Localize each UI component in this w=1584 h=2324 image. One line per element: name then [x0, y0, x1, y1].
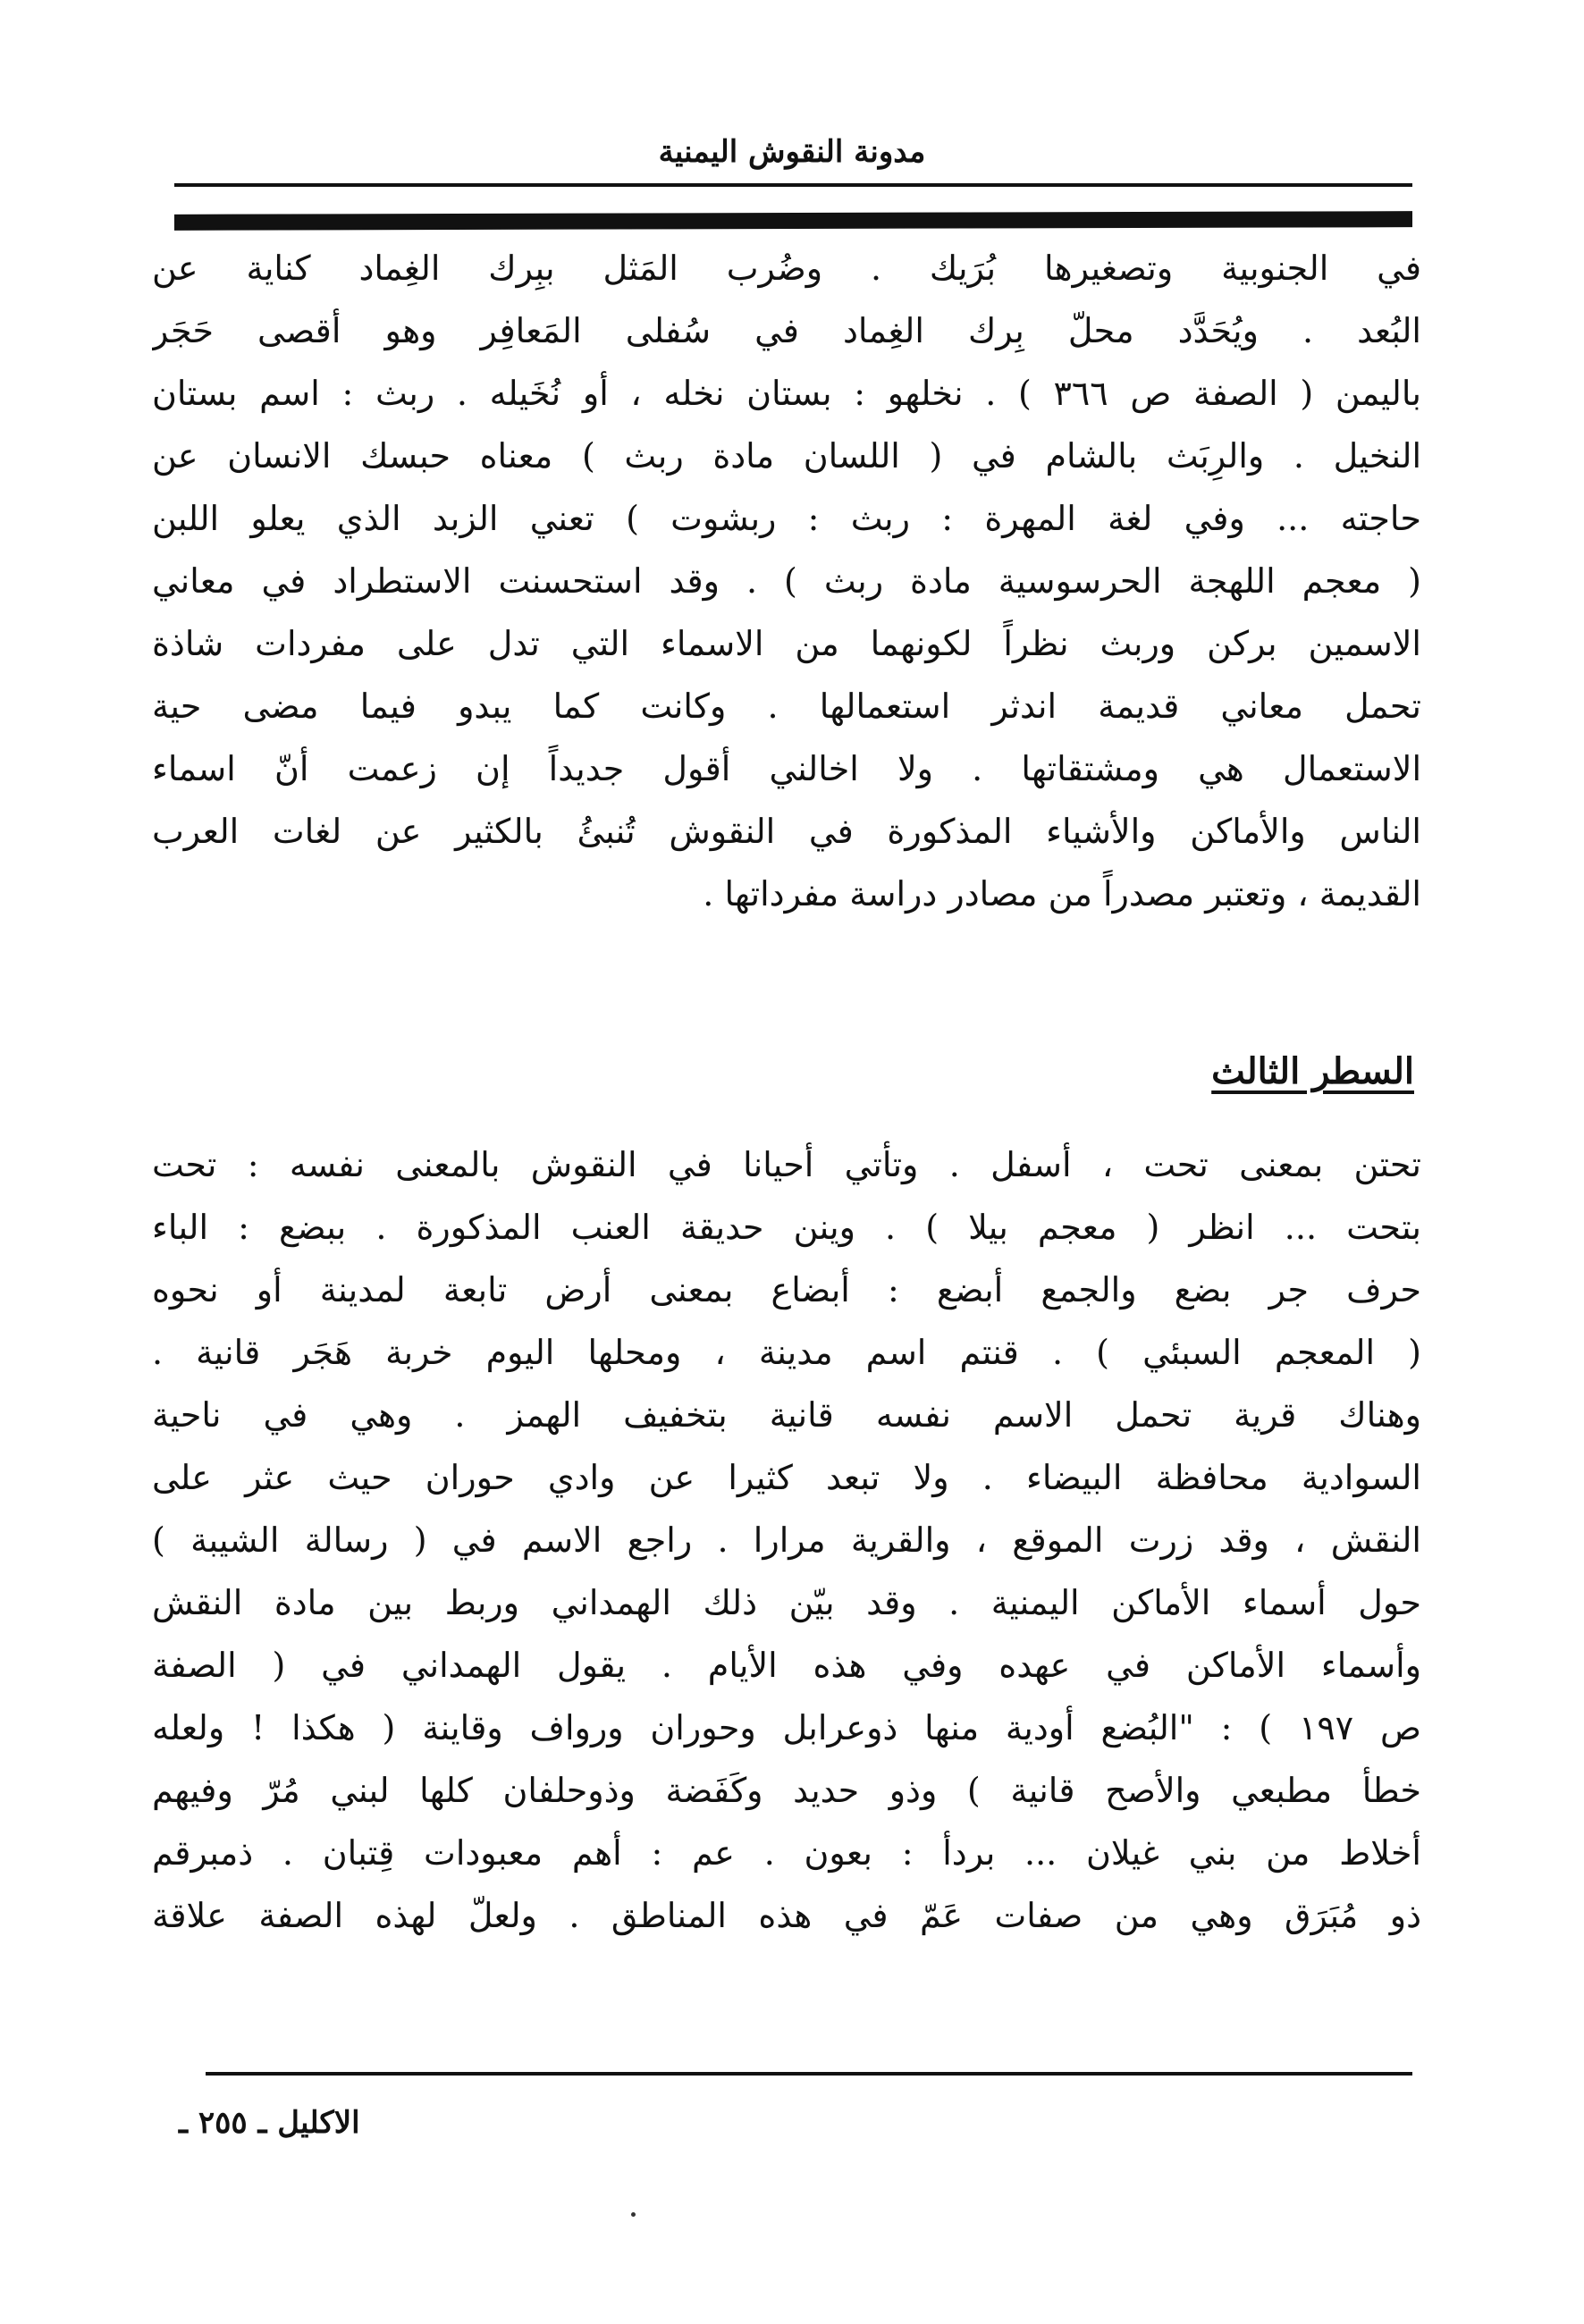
section-heading: السطر الثالث — [1211, 1050, 1414, 1092]
text-line: الاستعمال هي ومشتقاتها . ولا اخالني أقول جديداً إن زعمت أنّ اسماء — [152, 749, 1421, 788]
text-line: النخيل . والرِبَث بالشام في ( اللسان مادة ربث ) معناه حبسك الانسان عن — [152, 436, 1421, 476]
text-line: تحمل معاني قديمة اندثر استعمالها . وكانت كما يبدو فيما مضى حية — [152, 686, 1421, 726]
text-line: في الجنوبية وتصغيرها بُرَيك . وضُرب المَثل ببِرك الغِماد كناية عن — [152, 248, 1421, 288]
text-line: حاجته ... وفي لغة المهرة : ربث : ربشوت ) تعني الزبد الذي يعلو اللبن — [152, 499, 1421, 538]
text-line: ( معجم اللهجة الحرسوسية مادة ربث ) . وقد استحسنت الاستطراد في معاني — [152, 561, 1421, 601]
paragraph-1 — [152, 237, 1421, 925]
text-line: وهناك قرية تحمل الاسم نفسه قانية بتخفيف الهمز . وهي في ناحية — [152, 1395, 1421, 1435]
text-line: خطأ مطبعي والأصح قانية ) وذو حديد وكَفَضة وذوحلفان كلها لبني مُرّ وفيهم — [152, 1771, 1421, 1810]
text-line: بتحت ... انظر ( معجم بيلا ) . وينن حديقة العنب المذكورة . ببضع : الباء — [152, 1208, 1421, 1247]
text-line: وأسماء الأماكن في عهده وفي هذه الأيام . يقول الهمداني في ( الصفة — [152, 1646, 1421, 1685]
footer-rule — [206, 2072, 1412, 2076]
text-line: باليمن ( الصفة ص ٣٦٦ ) . نخلهو : بستان نخله ، أو نُخَيله . ربث : اسم بستان — [152, 374, 1421, 413]
text-line: السوادية محافظة البيضاء . ولا تبعد كثيرا عن وادي حوران حيث عثر على — [152, 1458, 1421, 1497]
text-line: ص ١٩٧ ) : "البُضع أودية منها ذوعرابل وحوران ورواف وقاينة ( هكذا ! ولعله — [152, 1708, 1421, 1747]
text-line: حول أسماء الأماكن اليمنية . وقد بيّن ذلك الهمداني وربط بين مادة النقش — [152, 1583, 1421, 1622]
text-line: ذو مُبَرَق وهي من صفات عَمّ في هذه المناطق . ولعلّ لهذه الصفة علاقة — [152, 1896, 1421, 1935]
text-line: الناس والأماكن والأشياء المذكورة في النقوش تُنبئُ بالكثير عن لغات العرب — [152, 812, 1421, 851]
paragraph-2 — [152, 1133, 1421, 1947]
text-line: ( المعجم السبئي ) . قنتم اسم مدينة ، ومحلها اليوم خربة هَجَر قانية . — [152, 1333, 1421, 1372]
running-header: مدونة النقوش اليمنية — [658, 134, 926, 170]
text-line: البُعد . ويُحَدَّد محلّ بِرك الغِماد في سُفلى المَعافِر وهو أقصى حَجَر — [152, 311, 1421, 350]
page-footer: الاكليل ـ ٢٥٥ ـ — [179, 2105, 360, 2141]
scan-speck — [631, 2212, 636, 2217]
text-line: تحتن بمعنى تحت ، أسفل . وتأتي أحيانا في النقوش بالمعنى نفسه : تحت — [152, 1145, 1421, 1184]
text-line: النقش ، وقد زرت الموقع ، والقرية مرارا . راجع الاسم في ( رسالة الشيبة ) — [152, 1520, 1421, 1560]
text-line: القديمة ، وتعتبر مصدراً من مصادر دراسة مفرداتها . — [703, 874, 1421, 914]
header-rule-thin — [174, 183, 1412, 187]
text-line: أخلاط من بني غيلان ... بردأ : بعون . عم : أهم معبودات قِتبان . ذمبرقم — [152, 1833, 1421, 1873]
text-line: الاسمين بركن وربث نظراً لكونهما من الاسماء التي تدل على مفردات شاذة — [152, 624, 1421, 663]
text-line: حرف جر بضع والجمع أبضع : أبضاع بمعنى أرض تابعة لمدينة أو نحوه — [152, 1270, 1421, 1309]
header-rule-thick — [174, 211, 1412, 231]
